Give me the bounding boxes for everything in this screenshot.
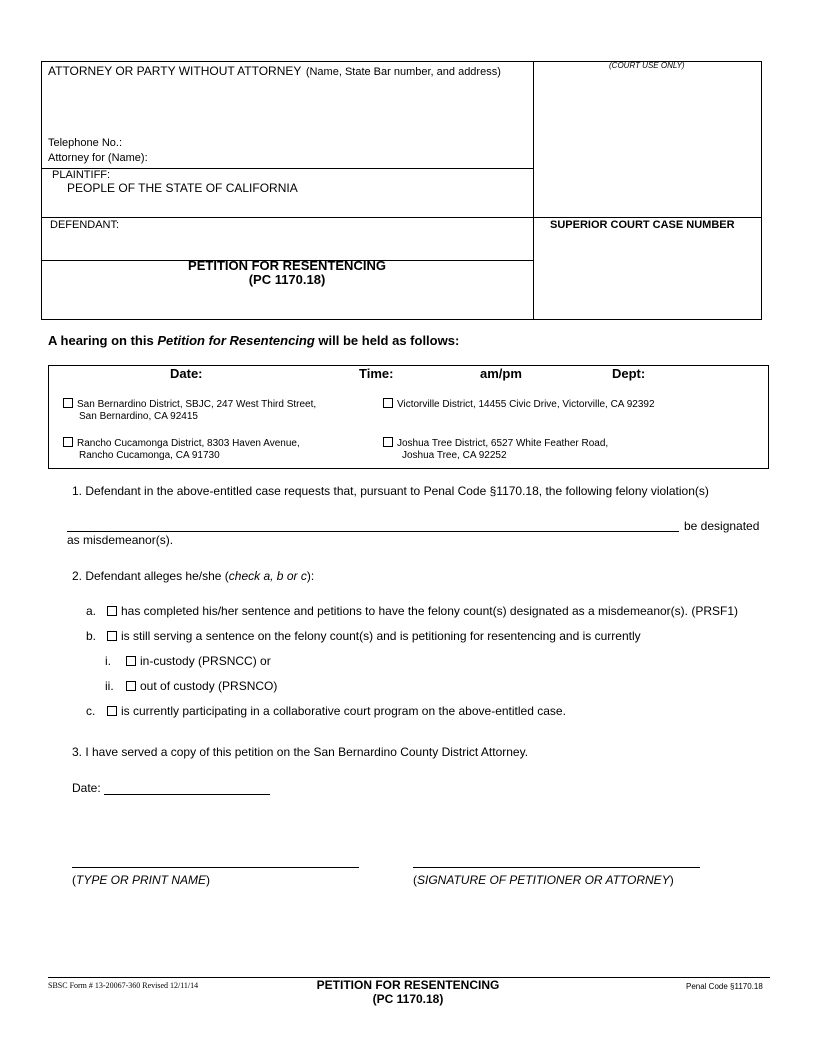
location-san-bernardino-checkbox[interactable] [63,398,73,408]
option-c-marker: c. [86,704,96,718]
location-line1: San Bernardino District, SBJC, 247 West Third Street, [77,399,317,410]
defendant-label: DEFENDANT: [50,219,120,231]
hearing-intro-suffix: will be held as follows: [318,333,460,348]
plaintiff-name: PEOPLE OF THE STATE OF CALIFORNIA [67,181,298,195]
option-b-i-marker: i. [105,654,111,668]
option-c-checkbox[interactable] [107,706,117,716]
hearing-date-label: Date: [170,366,203,381]
telephone-label: Telephone No.: [48,137,122,149]
option-a[interactable] [86,604,738,618]
signature-line[interactable] [413,867,700,868]
footer-title-line2: (PC 1170.18) [372,992,444,1006]
item-2-italic: check a, b or c [228,569,307,583]
option-b-i-checkbox[interactable] [126,656,136,666]
location-victorville[interactable] [383,398,655,411]
signature-caption [413,873,674,887]
option-b-ii[interactable] [105,679,277,693]
location-joshua-tree-checkbox[interactable] [383,437,393,447]
option-c[interactable] [86,704,566,718]
hearing-intro [48,333,459,348]
option-b-ii-marker: ii. [105,679,114,693]
option-b-i-text: in-custody (PRSNCC) or [140,654,271,668]
felony-violations-input[interactable] [67,531,679,532]
attorney-sublabel: (Name, State Bar number, and address) [305,66,501,78]
court-use-only-label: (COURT USE ONLY) [609,61,685,70]
location-victorville-checkbox[interactable] [383,398,393,408]
footer-form-number: SBSC Form # 13-20067-360 Revised 12/11/14 [48,981,199,990]
option-b-text: is still serving a sentence on the felony count(s) and is petitioning for resentencing and is currently [121,629,641,643]
paren-close: ) [669,873,674,887]
caption-divider-vertical [533,61,534,320]
caption-divider-defendant [41,217,762,218]
option-a-text: has completed his/her sentence and petitions to have the felony count(s) designated as a misdemeanor(s). (PRSF1) [121,604,738,618]
hearing-intro-italic: Petition for Resentencing [157,333,315,348]
location-rancho-cucamonga[interactable] [63,437,300,462]
attorney-for-label: Attorney for (Name): [48,152,148,164]
option-b-marker: b. [86,629,97,643]
form-title-line1: PETITION FOR RESENTENCING [188,258,386,273]
option-a-checkbox[interactable] [107,606,117,616]
hearing-dept-label: Dept: [612,366,646,381]
date-input[interactable] [104,782,270,795]
item-3-text: 3. I have served a copy of this petition on the San Bernardino County District Attorney. [72,745,529,759]
item-2-prefix: 2. Defendant alleges he/she ( [72,569,229,583]
hearing-intro-prefix: A hearing on this [48,333,154,348]
footer-penal-code: Penal Code §1170.18 [686,982,763,991]
option-b-ii-checkbox[interactable] [126,681,136,691]
caption-divider-plaintiff [41,168,533,169]
plaintiff-label: PLAINTIFF: [52,169,111,181]
location-line1: Rancho Cucamonga District, 8303 Haven Avenue, [77,438,300,449]
location-rancho-cucamonga-checkbox[interactable] [63,437,73,447]
paren-close: ) [206,873,211,887]
date-label: Date: [72,781,101,795]
option-b-ii-text: out of custody (PRSNCO) [140,679,278,693]
footer-title-line1: PETITION FOR RESENTENCING [316,978,500,992]
form-title [41,259,533,287]
attorney-label: ATTORNEY OR PARTY WITHOUT ATTORNEY [48,64,302,78]
option-b[interactable] [86,629,641,643]
date-row [72,781,270,795]
form-title-line2: (PC 1170.18) [248,272,326,287]
item-1-continued: as misdemeanor(s). [67,533,174,547]
item-2-suffix: ): [306,569,315,583]
hearing-time-label: Time: [359,366,394,381]
item-2-text [72,569,314,583]
paren-open: ( [72,873,76,887]
attorney-label-row [48,62,501,80]
location-joshua-tree[interactable] [383,437,608,462]
print-name-caption [72,873,210,887]
location-line2: San Bernardino, CA 92415 [79,411,198,422]
option-a-marker: a. [86,604,97,618]
hearing-ampm-label: am/pm [480,366,522,381]
item-1-tail: be designated [684,519,760,533]
location-line1: Joshua Tree District, 6527 White Feather Road, [397,438,609,449]
print-name-label: TYPE OR PRINT NAME [76,873,207,887]
item-1-text: 1. Defendant in the above-entitled case requests that, pursuant to Penal Code §1170.18, the following felony violation(s) [72,484,709,498]
location-line2: Joshua Tree, CA 92252 [402,450,507,461]
option-b-i[interactable] [105,654,271,668]
paren-open: ( [413,873,417,887]
signature-label: SIGNATURE OF PETITIONER OR ATTORNEY [417,873,670,887]
footer-title [258,978,558,1006]
location-line2: Rancho Cucamonga, CA 91730 [79,450,220,461]
location-line1: Victorville District, 14455 Civic Drive, Victorville, CA 92392 [397,399,655,410]
print-name-line[interactable] [72,867,359,868]
location-san-bernardino[interactable] [63,398,316,423]
case-number-label: SUPERIOR COURT CASE NUMBER [550,219,735,231]
option-b-checkbox[interactable] [107,631,117,641]
option-c-text: is currently participating in a collaborative court program on the above-entitled case. [121,704,566,718]
